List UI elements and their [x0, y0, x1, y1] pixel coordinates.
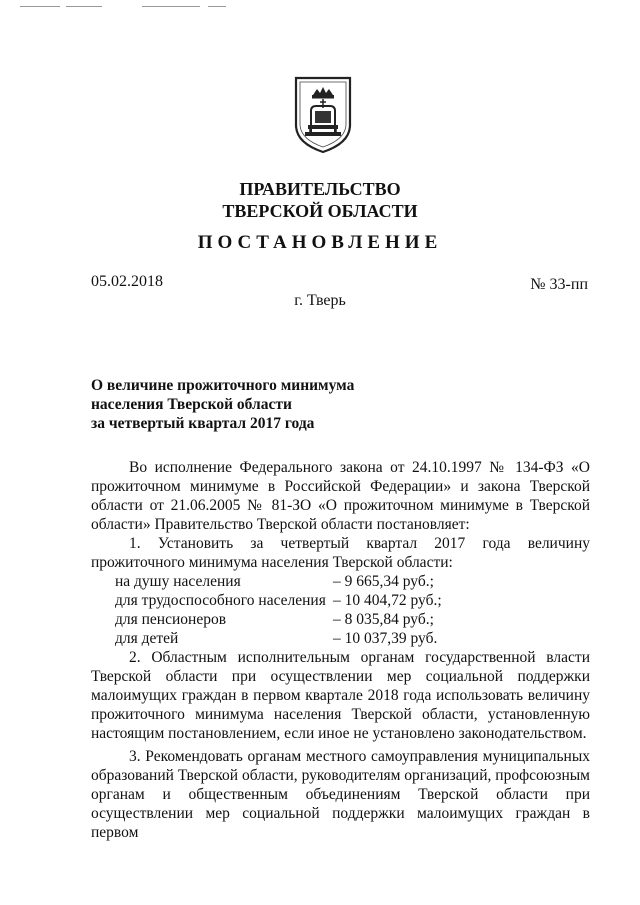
document-body: [91, 458, 590, 842]
government-name: [0, 178, 640, 222]
document-subject: [91, 376, 411, 433]
subject-line3: за четвертый квартал 2017 года: [91, 415, 315, 432]
document-number: № 33-пп: [530, 276, 588, 293]
item-2-paragraph: 2. Областным исполнительным органам государственной власти Тверской области при осуществлении мер социальной поддержки малоимущих граждан в первом квартале 2018 года использовать величину прожиточного минимума населения Тверской области, установленную настоящим постановлением, если иное не установлено законодательством.: [91, 649, 590, 742]
rate-value: – 9 665,34 руб.;: [333, 573, 434, 590]
rate-value: – 10 037,39 руб.: [333, 630, 438, 647]
coat-of-arms-emblem: [292, 75, 354, 155]
subsistence-rates-list: [91, 572, 590, 648]
document-type: ПОСТАНОВЛЕНИЕ: [197, 232, 443, 253]
rate-row: [91, 591, 590, 610]
item-1-paragraph: 1. Установить за четвертый квартал 2017 года величину прожиточного минимума населения Тверской области:: [91, 535, 590, 571]
government-name-line2: ТВЕРСКОЙ ОБЛАСТИ: [222, 201, 418, 221]
intro-paragraph: Во исполнение Федерального закона от 24.10.1997 № 134-ФЗ «О прожиточном минимуме в Российской Федерации» и закона Тверской области от 21.06.2005 № 81-ЗО «О прожиточном минимуме в Тверской области» Правительство Тверской области постановляет:: [91, 459, 590, 533]
rate-row: [91, 610, 590, 629]
document-date: 05.02.2018: [91, 273, 163, 290]
scan-artifact-line: [66, 6, 102, 7]
item-3-paragraph: 3. Рекомендовать органам местного самоуправления муниципальных образований Тверской области, руководителям организаций, профсоюзным органам и общественным объединениям Тверской области при осуществлении мер социальной поддержки малоимущих граждан в первом: [91, 748, 590, 841]
rate-row: [91, 572, 590, 591]
government-name-line1: ПРАВИТЕЛЬСТВО: [239, 179, 401, 199]
scan-artifact-line: [142, 6, 200, 7]
rate-value: – 8 035,84 руб.;: [333, 611, 434, 628]
rate-row: [91, 629, 590, 648]
scan-artifact-line: [208, 6, 226, 7]
scan-artifact-line: [20, 6, 60, 7]
subject-line2: населения Тверской области: [91, 396, 292, 413]
rate-value: – 10 404,72 руб.;: [333, 592, 442, 609]
rate-label: для трудоспособного населения: [115, 592, 326, 609]
rate-label: для детей: [115, 630, 179, 647]
subject-line1: О величине прожиточного минимума: [91, 377, 355, 394]
document-city: г. Тверь: [294, 292, 346, 309]
rate-label: на душу населения: [115, 573, 241, 590]
rate-label: для пенсионеров: [115, 611, 227, 628]
